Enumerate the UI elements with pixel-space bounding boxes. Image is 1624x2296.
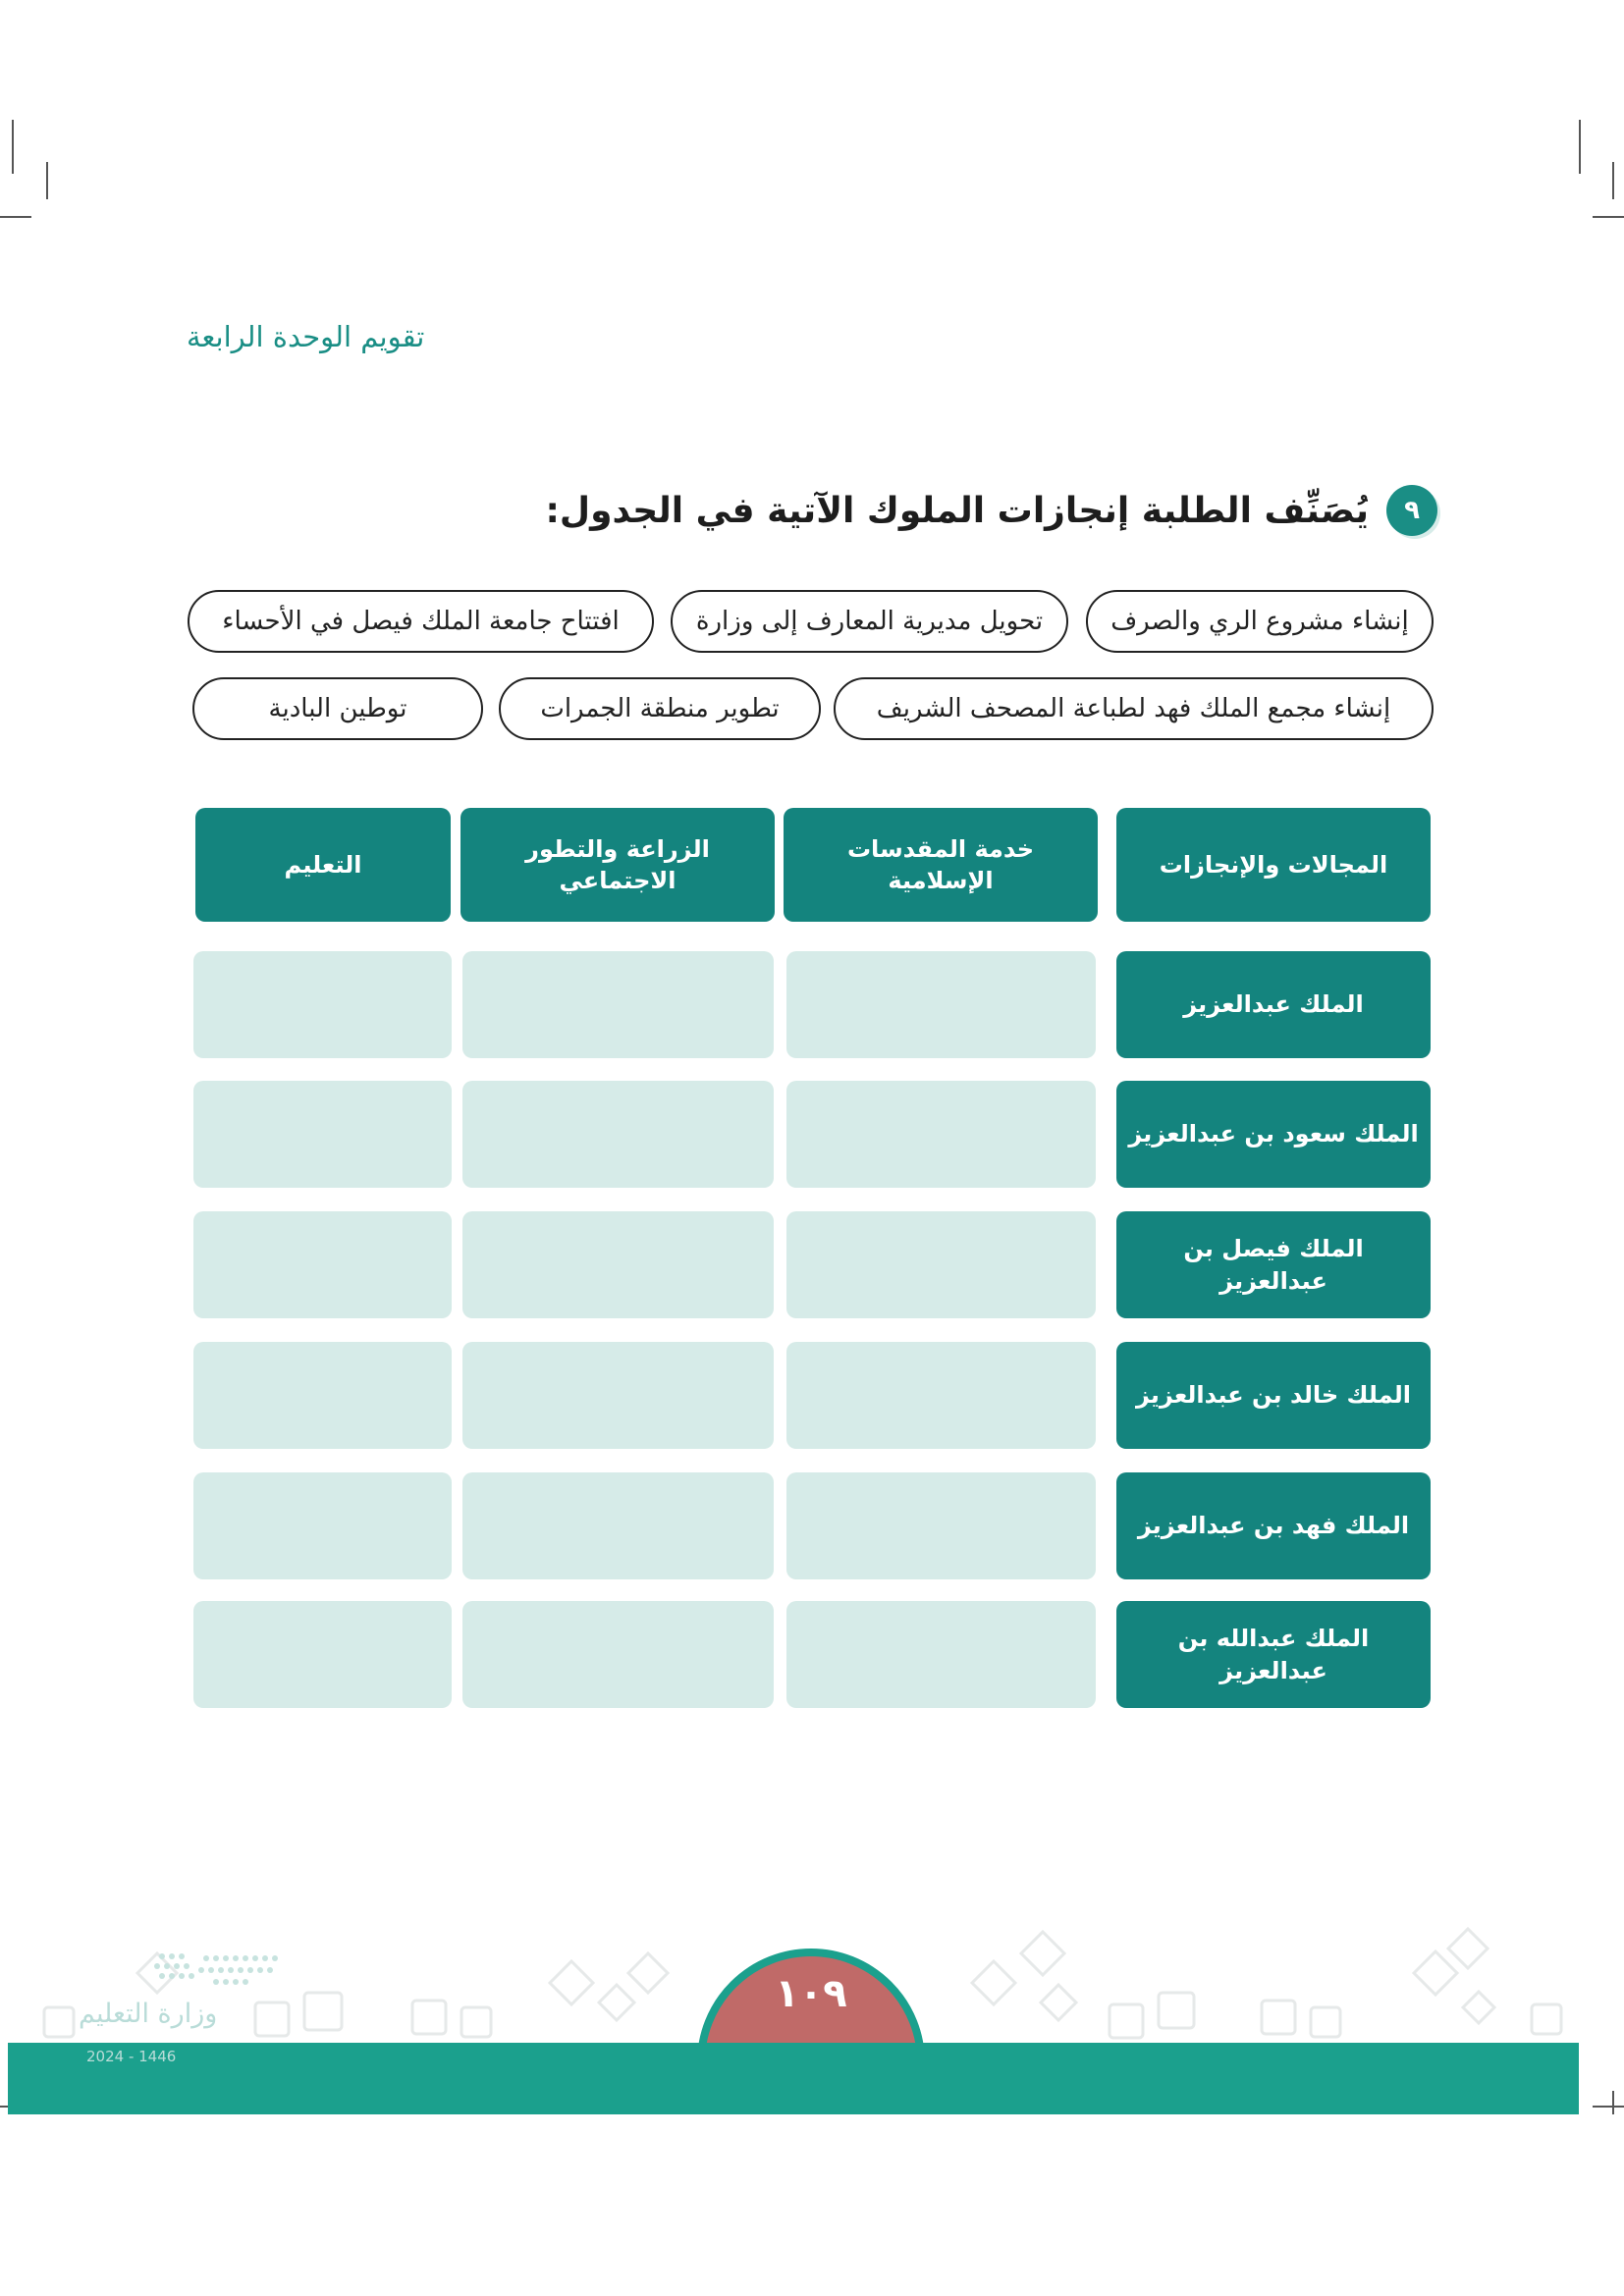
option-pill: إنشاء مشروع الري والصرف xyxy=(1086,590,1434,653)
table-cell[interactable] xyxy=(786,1601,1096,1708)
table-header-education: التعليم xyxy=(195,808,451,922)
crop-mark xyxy=(1593,216,1624,218)
table-cell[interactable] xyxy=(193,1601,452,1708)
table-cell[interactable] xyxy=(462,951,774,1058)
page-number: ١٠٩ xyxy=(775,1971,847,2016)
option-pill: افتتاح جامعة الملك فيصل في الأحساء xyxy=(188,590,654,653)
king-row-label: الملك عبدالعزيز xyxy=(1116,951,1431,1058)
table-cell[interactable] xyxy=(462,1601,774,1708)
king-row-label: الملك فهد بن عبدالعزيز xyxy=(1116,1472,1431,1579)
question-line xyxy=(545,483,1437,538)
table-cell[interactable] xyxy=(462,1081,774,1188)
crop-mark xyxy=(46,162,48,199)
footer-cover xyxy=(0,2114,1624,2296)
table-cell[interactable] xyxy=(786,1342,1096,1449)
table-cell[interactable] xyxy=(193,1472,452,1579)
footer-band xyxy=(8,2043,1579,2114)
table-cell[interactable] xyxy=(193,1081,452,1188)
option-pill: تحويل مديرية المعارف إلى وزارة xyxy=(671,590,1068,653)
crop-mark xyxy=(0,216,31,218)
king-row-label: الملك خالد بن عبدالعزيز xyxy=(1116,1342,1431,1449)
question-number-badge: ٩ xyxy=(1386,485,1437,536)
table-cell[interactable] xyxy=(462,1211,774,1318)
crop-mark xyxy=(1593,2106,1624,2108)
ministry-year: 2024 - 1446 xyxy=(86,2048,177,2065)
table-cell[interactable] xyxy=(193,951,452,1058)
table-cell[interactable] xyxy=(462,1472,774,1579)
crop-mark xyxy=(1612,162,1614,199)
table-cell[interactable] xyxy=(786,951,1096,1058)
option-pill: إنشاء مجمع الملك فهد لطباعة المصحف الشريف xyxy=(834,677,1434,740)
table-cell[interactable] xyxy=(193,1342,452,1449)
table-cell[interactable] xyxy=(786,1472,1096,1579)
option-pill: توطين البادية xyxy=(192,677,483,740)
table-cell[interactable] xyxy=(786,1081,1096,1188)
option-pill: تطوير منطقة الجمرات xyxy=(499,677,821,740)
king-row-label: الملك فيصل بن عبدالعزيز xyxy=(1116,1211,1431,1318)
table-cell[interactable] xyxy=(462,1342,774,1449)
crop-mark xyxy=(1579,120,1581,174)
table-header-holy-sites: خدمة المقدسات الإسلامية xyxy=(784,808,1098,922)
king-row-label: الملك سعود بن عبدالعزيز xyxy=(1116,1081,1431,1188)
crop-mark xyxy=(12,120,14,174)
unit-title: تقويم الوحدة الرابعة xyxy=(187,320,425,353)
king-row-label: الملك عبدالله بن عبدالعزيز xyxy=(1116,1601,1431,1708)
table-header-agriculture: الزراعة والتطور الاجتماعي xyxy=(460,808,775,922)
ministry-name: وزارة التعليم xyxy=(79,1999,218,2029)
question-text: يُصَنِّف الطلبة إنجازات الملوك الآتية في الجدول: xyxy=(545,490,1369,531)
table-cell[interactable] xyxy=(786,1211,1096,1318)
table-cell[interactable] xyxy=(193,1211,452,1318)
table-header-fields: المجالات والإنجازات xyxy=(1116,808,1431,922)
